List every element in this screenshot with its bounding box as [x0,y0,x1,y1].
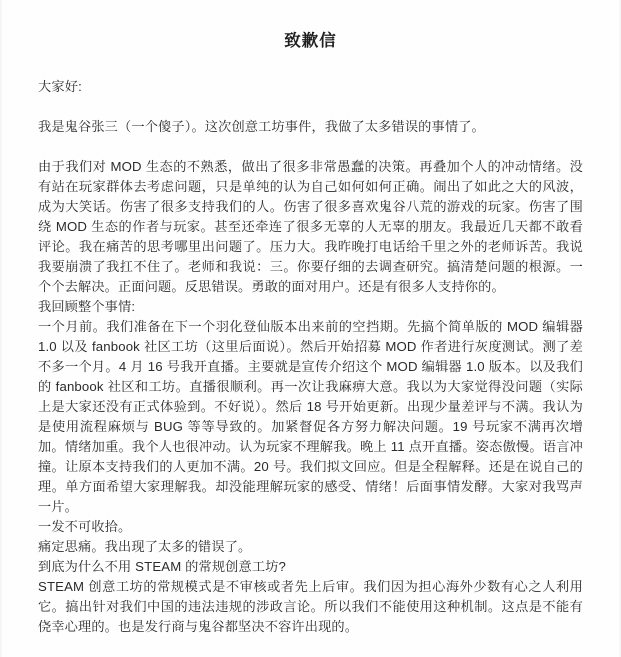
section-heading-steam: 到底为什么不用 STEAM 的常规创意工坊? [38,559,287,575]
salutation: 大家好: [38,79,83,95]
page-title: 致歉信 [284,32,337,50]
paragraph-review-closing: 一发不可收拾。 [38,519,132,535]
paragraph-review-summary: 痛定思痛。我出现了太多的错误了。 [38,539,252,555]
paragraph-intro: 我是鬼谷张三（一个傻子）。这次创意工坊事件，我做了太多错误的事情了。 [38,119,485,135]
section-heading-review: 我回顾整个事情: [38,299,136,315]
paragraph-review-body: 一个月前。我们准备在下一个羽化登仙版本出来前的空挡期。先搞个简单版的 MOD 编辑器 1.0 以及 fanbook 社区工坊（这里后面说）。然后开始招募 MOD 作者进行灰度测试。测了差不多一个月。4 月 16 号我开直播。主要就是宣传介绍这个 MOD 编辑器 1.0 版本。以及我们的 fanbook 社区和工坊。直播很顺利。再一次让我麻痹大意。我以为大家觉得没问题（实际上是大家还没有正式体验到。不好说）。然后 18 号开始更新。出现少量差评与不满。我认为是使用流程麻烦与 BUG 等等导致的。加紧督促各方努力解决问题。19 号玩家不满再次增加。情绪加重。我个人也很冲动。认为玩家不理解我。晚上 11 点开直播。姿态傲慢。语言冲撞。让原本支持我们的人更加不满。20 号。我们拟文回应。但是全程解释。还是在说自己的理。单方面希望大家理解我。却没能理解玩家的感受、情绪！后面事情发酵。大家对我骂声一片。 [38,319,583,515]
paragraph-reflection: 由于我们对 MOD 生态的不熟悉，做出了很多非常愚蠢的决策。再叠加个人的冲动情绪。没有站在玩家群体去考虑问题，只是单纯的认为自己如何如何正确。闹出了如此之大的风波，成为大笑话。伤害了很多支持我们的人。伤害了很多喜欢鬼谷八荒的游戏的玩家。伤害了围绕 MOD 生态的作者与玩家。甚至还牵连了很多无辜的人无辜的朋友。我最近几天都不敢看评论。我在痛苦的思考哪里出问题了。压力大。我昨晚打电话给千里之外的老师诉苦。我说我要崩溃了我扛不住了。老师和我说：三。你要仔细的去调查研究。搞清楚问题的根源。一个个去解决。正面问题。反思错误。勇敢的面对用户。还是有很多人支持你的。 [38,159,583,295]
paragraph-steam-body: STEAM 创意工坊的常规模式是不审核或者先上后审。我们因为担心海外少数有心之人利用它。搞出针对我们中国的违法违规的涉政言论。所以我们不能使用这种机制。这点是不能有侥幸心理的。也是发行商与鬼谷都坚决不容许出现的。 [38,579,583,635]
document-body [0,52,621,637]
